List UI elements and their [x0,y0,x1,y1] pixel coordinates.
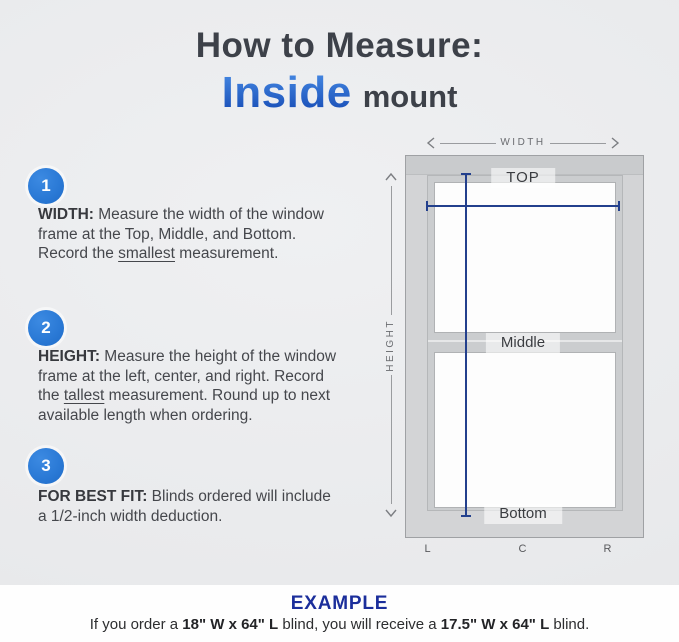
step-1-text [38,205,338,264]
width-dimension-arrow [426,136,620,150]
step-3-body: Blinds ordered will include a 1/2-inch width deduction. [38,488,331,525]
subtitle-accent: Inside [221,68,352,117]
width-arrow-line-left [440,143,496,144]
window-measure-diagram [380,130,679,565]
step-2-body-end: measurement. Round up to next available length when ordering. [38,387,331,424]
width-measure-line [426,205,620,207]
step-2-body: Measure the height of the window frame at the left, center, and right. Record the [38,348,337,404]
measure-tick [461,173,471,175]
example-heading: EXAMPLE [290,593,389,614]
height-arrow-line-bottom [391,375,392,504]
label-bottom: Bottom [484,504,562,524]
step-1-body-end: measurement. [175,245,279,262]
step-2-number: 2 [41,318,51,337]
step-3-number: 3 [41,456,51,475]
step-1-body: Measure the width of the window frame at the Top, Middle, and Bottom. Record the [38,206,324,262]
step-3-lead: FOR BEST FIT: [38,488,148,505]
mark-center: C [518,543,528,555]
label-middle: Middle [486,333,560,353]
arrow-up-icon [385,172,397,182]
width-arrow-label: WIDTH [500,137,546,148]
page-subtitle [0,68,679,118]
step-2-text [38,347,338,425]
height-arrow-label: HEIGHT [385,318,396,372]
step-1-underlined-word: smallest [118,245,175,262]
example-ordered-size: 18" W x 64" L [182,616,279,633]
height-measure-line [465,173,467,517]
step-1-lead: WIDTH: [38,206,94,223]
height-arrow-line-top [391,186,392,315]
step-2-underlined-word: tallest [63,387,105,404]
page-title: How to Measure: [195,26,484,65]
example-received-size: 17.5" W x 64" L [440,616,550,633]
step-1-number: 1 [41,176,51,195]
step-2-lead: HEIGHT: [38,348,100,365]
subtitle-rest: mount [362,79,458,114]
header [0,26,679,118]
window-pane-bottom [434,352,616,508]
arrow-left-icon [426,137,436,149]
mark-right: R [603,543,613,555]
example-part: If you order a [89,616,183,633]
step-3-badge [28,448,64,484]
measure-tick [461,515,471,517]
width-arrow-line-right [550,143,606,144]
example-section [0,585,679,642]
label-top: TOP [491,168,555,188]
height-dimension-arrow [385,172,397,518]
measure-tick [618,201,620,211]
example-part: blind. [549,616,590,633]
step-3-text [38,487,338,526]
example-text [0,616,679,633]
step-2-badge [28,310,64,346]
arrow-down-icon [385,508,397,518]
mark-left: L [424,543,432,555]
step-1-badge [28,168,64,204]
arrow-right-icon [610,137,620,149]
example-part: blind, you will receive a [278,616,441,633]
measure-tick [426,201,428,211]
